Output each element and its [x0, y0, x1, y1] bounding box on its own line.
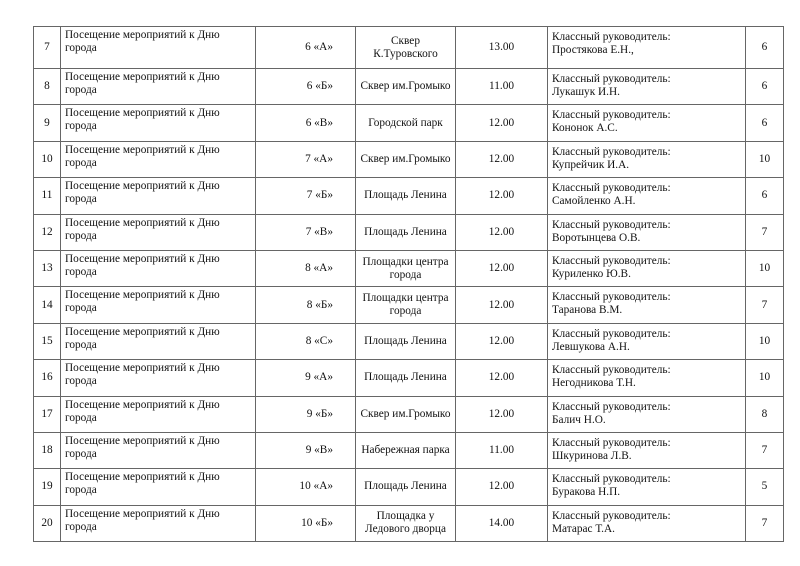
- event-place: Площадь Ленина: [356, 178, 456, 214]
- responsible-role: Классный руководитель:: [552, 73, 671, 85]
- event-name: Посещение мероприятий к Дню города: [61, 360, 256, 396]
- event-place: Городской парк: [356, 105, 456, 141]
- row-number: 8: [34, 69, 61, 105]
- responsible-role: Классный руководитель:: [552, 436, 671, 449]
- responsible-name: Балич Н.О.: [552, 413, 606, 426]
- event-place: Площадка у Ледового дворца: [356, 505, 456, 541]
- responsible-name: Куриленко Ю.В.: [552, 267, 631, 280]
- class-name: 10 «Б»: [256, 505, 356, 541]
- event-time: 12.00: [456, 360, 548, 396]
- event-name: Посещение мероприятий к Дню города: [61, 250, 256, 286]
- event-place: Сквер К.Туровского: [356, 27, 456, 69]
- responsible-role: Классный руководитель:: [552, 364, 671, 377]
- participant-count: 10: [746, 360, 784, 396]
- event-place: Сквер им.Громыко: [356, 396, 456, 432]
- row-number: 7: [34, 27, 61, 69]
- row-number: 13: [34, 250, 61, 286]
- responsible: [548, 396, 746, 432]
- class-name: 8 «С»: [256, 323, 356, 359]
- responsible-role: Классный руководитель:: [552, 400, 671, 413]
- row-number: 15: [34, 323, 61, 359]
- event-place: Площадь Ленина: [356, 214, 456, 250]
- class-name: 9 «А»: [256, 360, 356, 396]
- class-name: 9 «Б»: [256, 396, 356, 432]
- responsible-name: Буракова Н.П.: [552, 486, 621, 499]
- event-place: Сквер им.Громыко: [356, 69, 456, 105]
- event-name: Посещение мероприятий к Дню города: [61, 105, 256, 141]
- event-time: 12.00: [456, 287, 548, 323]
- responsible-role: Классный руководитель:: [552, 509, 671, 522]
- responsible-name: Таранова В.М.: [552, 304, 623, 317]
- event-name: Посещение мероприятий к Дню города: [61, 323, 256, 359]
- responsible-name: Шкуринова Л.В.: [552, 449, 632, 462]
- event-place: Площадь Ленина: [356, 360, 456, 396]
- responsible: [548, 69, 746, 105]
- responsible: [548, 27, 746, 69]
- responsible: [548, 432, 746, 468]
- event-time: 12.00: [456, 250, 548, 286]
- participant-count: 7: [746, 432, 784, 468]
- participant-count: 10: [746, 323, 784, 359]
- class-name: 8 «А»: [256, 250, 356, 286]
- event-place: Площадь Ленина: [356, 323, 456, 359]
- row-number: 19: [34, 469, 61, 505]
- responsible-role: Классный руководитель:: [552, 291, 671, 304]
- table-row: [34, 141, 784, 177]
- class-name: 7 «Б»: [256, 178, 356, 214]
- event-time: 12.00: [456, 323, 548, 359]
- event-time: 11.00: [456, 69, 548, 105]
- responsible-role: Классный руководитель:: [552, 254, 671, 267]
- table-row: [34, 469, 784, 505]
- responsible-role: Классный руководитель:: [552, 182, 671, 195]
- participant-count: 7: [746, 287, 784, 323]
- participant-count: 5: [746, 469, 784, 505]
- class-name: 7 «В»: [256, 214, 356, 250]
- event-time: 12.00: [456, 469, 548, 505]
- event-name: Посещение мероприятий к Дню города: [61, 469, 256, 505]
- row-number: 18: [34, 432, 61, 468]
- participant-count: 6: [746, 69, 784, 105]
- event-time: 13.00: [456, 27, 548, 69]
- responsible: [548, 469, 746, 505]
- event-time: 11.00: [456, 432, 548, 468]
- responsible: [548, 141, 746, 177]
- row-number: 16: [34, 360, 61, 396]
- table-row: [34, 323, 784, 359]
- participant-count: 6: [746, 178, 784, 214]
- row-number: 14: [34, 287, 61, 323]
- event-place: Сквер им.Громыко: [356, 141, 456, 177]
- row-number: 17: [34, 396, 61, 432]
- participant-count: 7: [746, 505, 784, 541]
- event-place: Набережная парка: [356, 432, 456, 468]
- event-name: Посещение мероприятий к Дню города: [61, 27, 256, 69]
- responsible-name: Левшукова А.Н.: [552, 340, 630, 353]
- event-name: Посещение мероприятий к Дню города: [61, 505, 256, 541]
- row-number: 11: [34, 178, 61, 214]
- responsible-role: Классный руководитель:: [552, 473, 671, 486]
- responsible: [548, 287, 746, 323]
- row-number: 10: [34, 141, 61, 177]
- class-name: 6 «А»: [256, 27, 356, 69]
- event-time: 12.00: [456, 178, 548, 214]
- class-name: 6 «Б»: [256, 69, 356, 105]
- event-time: 12.00: [456, 105, 548, 141]
- table-row: [34, 27, 784, 69]
- responsible-name: Воротынцева О.В.: [552, 231, 641, 244]
- event-time: 12.00: [456, 396, 548, 432]
- event-name: Посещение мероприятий к Дню города: [61, 396, 256, 432]
- responsible-name: Купрейчик И.А.: [552, 158, 630, 171]
- row-number: 9: [34, 105, 61, 141]
- table-row: [34, 432, 784, 468]
- responsible-role: Классный руководитель:: [552, 31, 671, 43]
- table-row: [34, 396, 784, 432]
- table-row: [34, 505, 784, 541]
- responsible-role: Классный руководитель:: [552, 218, 671, 231]
- responsible-role: Классный руководитель:: [552, 145, 671, 158]
- responsible-name: Матарас Т.А.: [552, 522, 615, 535]
- responsible-name: Кононок А.С.: [552, 122, 618, 135]
- class-name: 7 «А»: [256, 141, 356, 177]
- table-row: [34, 69, 784, 105]
- responsible: [548, 323, 746, 359]
- responsible-name: Негодникова Т.Н.: [552, 377, 636, 390]
- table-row: [34, 250, 784, 286]
- event-time: 12.00: [456, 141, 548, 177]
- event-time: 14.00: [456, 505, 548, 541]
- responsible-role: Классный руководитель:: [552, 327, 671, 340]
- responsible: [548, 214, 746, 250]
- event-place: Площадки центра города: [356, 287, 456, 323]
- event-name: Посещение мероприятий к Дню города: [61, 69, 256, 105]
- event-time: 12.00: [456, 214, 548, 250]
- participant-count: 10: [746, 141, 784, 177]
- row-number: 20: [34, 505, 61, 541]
- event-name: Посещение мероприятий к Дню города: [61, 178, 256, 214]
- class-name: 6 «В»: [256, 105, 356, 141]
- event-name: Посещение мероприятий к Дню города: [61, 141, 256, 177]
- participant-count: 6: [746, 27, 784, 69]
- row-number: 12: [34, 214, 61, 250]
- responsible-name: Простякова Е.Н.,: [552, 44, 634, 56]
- responsible: [548, 505, 746, 541]
- responsible: [548, 360, 746, 396]
- event-place: Площадь Ленина: [356, 469, 456, 505]
- table-row: [34, 360, 784, 396]
- participant-count: 8: [746, 396, 784, 432]
- responsible-role: Классный руководитель:: [552, 109, 671, 122]
- table-row: [34, 178, 784, 214]
- table-row: [34, 214, 784, 250]
- class-name: 10 «А»: [256, 469, 356, 505]
- class-name: 9 «В»: [256, 432, 356, 468]
- table-row: [34, 287, 784, 323]
- participant-count: 6: [746, 105, 784, 141]
- responsible: [548, 105, 746, 141]
- participant-count: 7: [746, 214, 784, 250]
- event-name: Посещение мероприятий к Дню города: [61, 432, 256, 468]
- responsible-name: Лукашук И.Н.: [552, 86, 620, 98]
- events-table: [33, 26, 784, 542]
- event-name: Посещение мероприятий к Дню города: [61, 214, 256, 250]
- table-row: [34, 105, 784, 141]
- responsible: [548, 250, 746, 286]
- participant-count: 10: [746, 250, 784, 286]
- responsible-name: Самойленко А.Н.: [552, 195, 636, 208]
- responsible: [548, 178, 746, 214]
- event-name: Посещение мероприятий к Дню города: [61, 287, 256, 323]
- event-place: Площадки центра города: [356, 250, 456, 286]
- class-name: 8 «Б»: [256, 287, 356, 323]
